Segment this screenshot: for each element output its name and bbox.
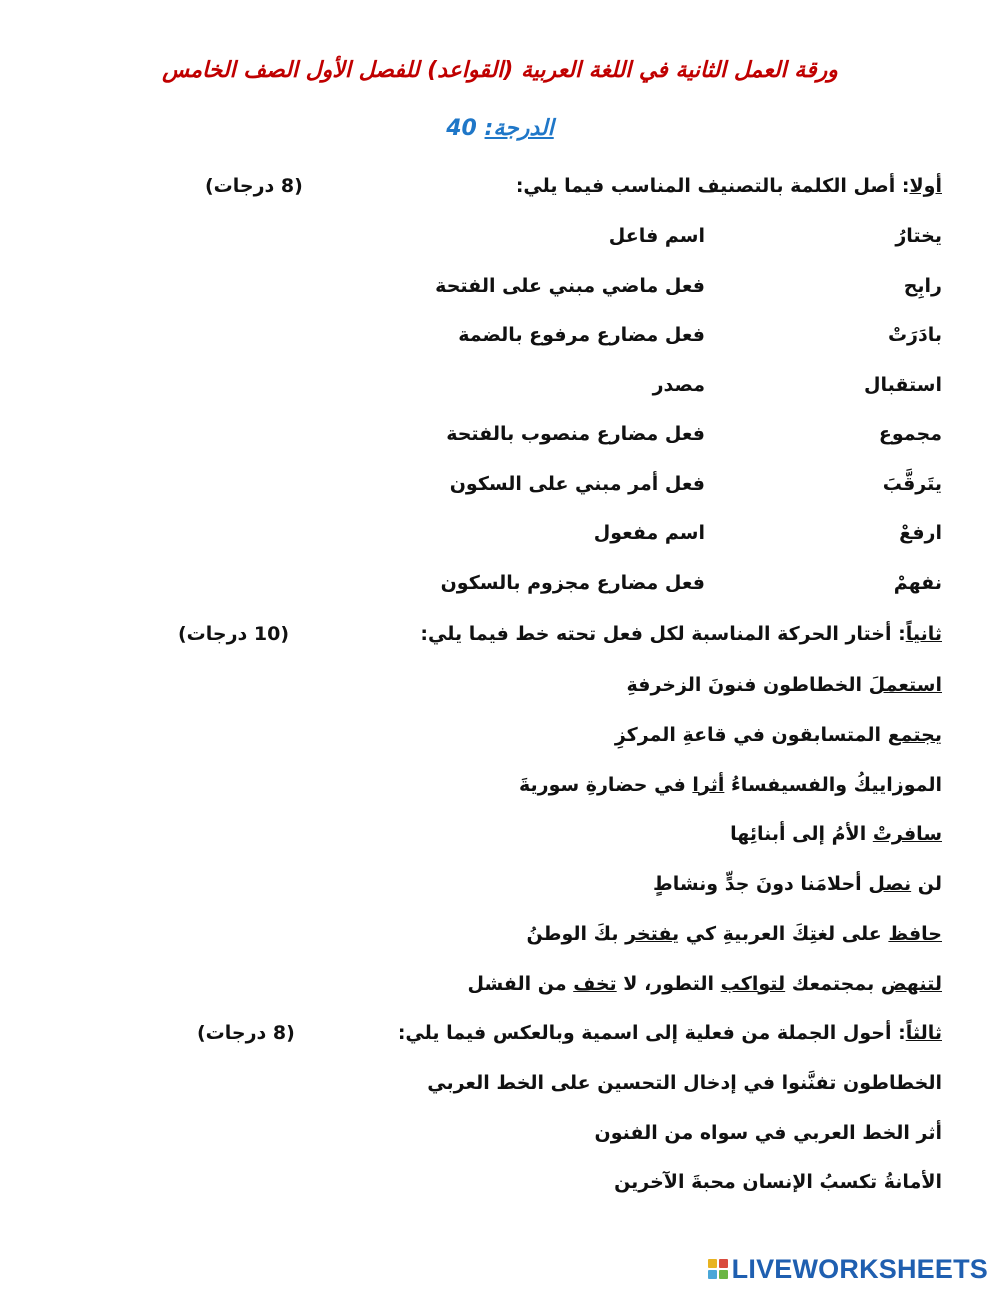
sentence-text: لن	[911, 873, 942, 896]
grade-total	[0, 116, 1000, 141]
exercise-sentence	[615, 721, 942, 749]
underlined-verb[interactable]: سافرتْ	[872, 823, 942, 846]
sentence-text: على لغتِكَ العربيةِ كي	[679, 923, 889, 945]
sentence-text: بكَ الوطنُ	[526, 923, 626, 945]
section3-marks: (8 درجات)	[197, 1022, 295, 1044]
underlined-verb[interactable]: لتواكب	[720, 972, 786, 995]
sentence-text: التطور، لا	[616, 972, 721, 995]
match-classification[interactable]: فعل ماضي مبني على الفتحة	[435, 274, 705, 297]
exercise-sentence	[653, 870, 942, 898]
sentence-text: بمجتمعك	[785, 972, 881, 995]
logo-square-4	[719, 1270, 728, 1279]
sentence-text: أحلامَنا دونَ جدٍّ ونشاطٍ	[652, 873, 869, 896]
underlined-verb[interactable]: يفتخر	[625, 923, 680, 945]
sentence-text: الأمُ إلى أبنائِها	[730, 823, 873, 846]
sentence-text: الموزاييكُ والفسيفساءُ	[724, 773, 942, 796]
liveworksheets-logo[interactable]	[708, 1254, 988, 1284]
grade-value: 40	[446, 116, 477, 141]
logo-square-3	[708, 1270, 717, 1279]
underlined-verb[interactable]: استعملَ	[868, 674, 942, 696]
underlined-verb[interactable]: يجتمع	[887, 723, 942, 746]
match-classification[interactable]: فعل مضارع مجزوم بالسكون	[440, 571, 705, 594]
match-word[interactable]: ارفعْ	[899, 522, 942, 544]
exercise-sentence	[519, 771, 942, 799]
match-word[interactable]: استقبال	[863, 373, 942, 396]
exercise-sentence	[627, 671, 943, 699]
section2-instruction: : أختار الحركة المناسبة لكل فعل تحته خط فيما يلي:	[420, 623, 906, 645]
section3-prefix: ثالثاً	[905, 1022, 942, 1044]
grade-label: الدرجة:	[484, 116, 554, 141]
conversion-sentence: الخطاطون تفنَّنوا في إدخال التحسين على الخط العربي	[427, 1072, 942, 1094]
underlined-verb[interactable]: نصل	[868, 873, 912, 896]
underlined-verb[interactable]: حافظ	[888, 923, 942, 945]
sentence-text: من الفشل	[467, 972, 574, 995]
underlined-verb[interactable]: لتنهض	[880, 972, 942, 995]
match-word[interactable]: بادَرَتْ	[887, 324, 942, 346]
section2-marks: (10 درجات)	[178, 623, 290, 645]
section1-heading	[516, 172, 942, 200]
section1-prefix: أولا	[909, 175, 942, 197]
match-classification[interactable]: فعل مضارع منصوب بالفتحة	[446, 423, 705, 445]
logo-square-1	[708, 1259, 717, 1268]
section1-marks: (8 درجات)	[205, 175, 303, 197]
underlined-verb[interactable]: أثرا	[692, 773, 725, 796]
match-word[interactable]: يختارُ	[895, 225, 942, 247]
match-word[interactable]: مجموع	[878, 423, 942, 445]
section3-instruction: : أحول الجملة من فعلية إلى اسمية وبالعكس فيما يلي:	[397, 1022, 906, 1044]
match-word[interactable]: يتَرقَّبَ	[882, 472, 942, 495]
match-classification[interactable]: اسم مفعول	[593, 522, 705, 544]
exercise-sentence	[526, 920, 942, 948]
section2-heading	[420, 620, 942, 648]
match-classification[interactable]: اسم فاعل	[608, 225, 705, 247]
sentence-text: الخطاطون فنونَ الزخرفةِ	[626, 674, 869, 696]
conversion-sentence: الأمانةُ تكسبُ الإنسان محبةَ الآخرين	[614, 1171, 942, 1193]
worksheet-title: ورقة العمل الثانية في اللغة العربية (القواعد) للفصل الأول الصف الخامس	[162, 58, 838, 83]
logo-icon	[708, 1259, 728, 1279]
section3-heading	[398, 1019, 942, 1047]
match-word[interactable]: رابِح	[903, 274, 942, 297]
exercise-sentence	[468, 970, 943, 998]
logo-text: LIVEWORKSHEETS	[731, 1253, 988, 1284]
logo-square-2	[719, 1259, 728, 1268]
exercise-sentence	[730, 820, 942, 848]
conversion-sentence: أثر الخط العربي في سواه من الفنون	[594, 1121, 942, 1144]
sentence-text: في حضارةِ سوريةَ	[518, 773, 693, 796]
match-classification[interactable]: فعل مضارع مرفوع بالضمة	[458, 324, 705, 346]
section2-prefix: ثانياً	[905, 623, 942, 645]
section1-instruction: : أصل الكلمة بالتصنيف المناسب فيما يلي:	[515, 175, 910, 197]
sentence-text: المتسابقون في قاعةِ المركزِ	[614, 723, 888, 746]
underlined-verb[interactable]: تخف	[573, 972, 617, 995]
match-word[interactable]: نفهمْ	[893, 571, 942, 594]
match-classification[interactable]: مصدر	[652, 373, 705, 396]
match-classification[interactable]: فعل أمر مبني على السكون	[449, 472, 705, 495]
